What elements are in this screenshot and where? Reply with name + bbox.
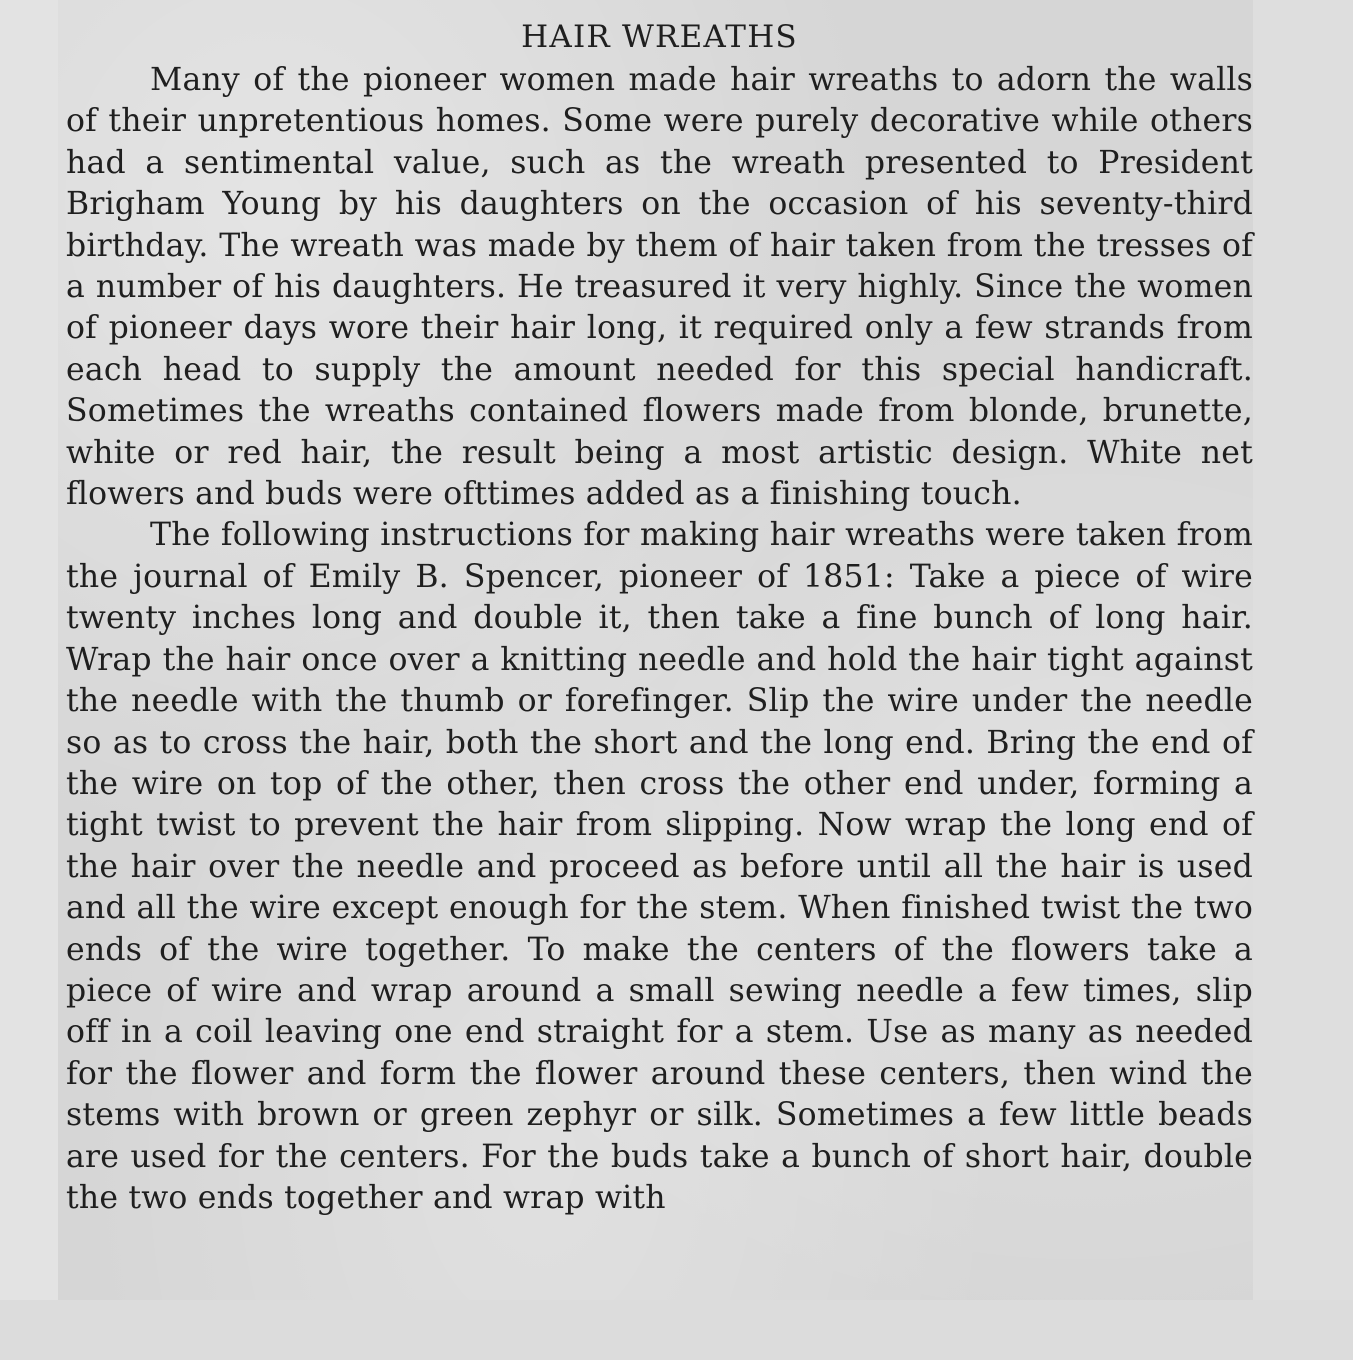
- article-paragraph-1: Many of the pioneer women made hair wreaths to adorn the walls of their unpretentious homes. Some were purely decorative while others had a sentimental value, such as the wreath presented to President Brigham Young by his daughters on the occasion of his seventy-third birthday. The wreath was made by them of hair taken from the tresses of a number of his daughters. He treasured it very highly. Since the women of pioneer days wore their hair long, it required only a few strands from each head to supply the amount needed for this special handicraft. Sometimes the wreaths contained flowers made from blonde, brunette, white or red hair, the result being a most artistic design. White net flowers and buds were ofttimes added as a finishing touch.: [66, 62, 1253, 513]
- right-page-margin: [1253, 0, 1353, 1360]
- article-text-column: [66, 14, 1253, 1219]
- bottom-page-margin: [0, 1300, 1353, 1360]
- left-page-margin: [0, 0, 58, 1360]
- article-paragraph-2: The following instructions for making hair wreaths were taken from the journal of Emily B. Spencer, pioneer of 1851: Take a piece of wire twenty inches long and double it, then take a fine bunch of long hair. Wrap the hair once over a knitting needle and hold the hair tight against the needle with the thumb or forefinger. Slip the wire under the needle so as to cross the hair, both the short and the long end. Bring the end of the wire on top of the other, then cross the other end under, forming a tight twist to prevent the hair from slipping. Now wrap the long end of the hair over the needle and proceed as before until all the hair is used and all the wire except enough for the stem. When finished twist the two ends of the wire together. To make the centers of the flowers take a piece of wire and wrap around a small sewing needle a few times, slip off in a coil leaving one end straight for a stem. Use as many as needed for the flower and form the flower around these centers, then wind the stems with brown or green zephyr or silk. Sometimes a few little beads are used for the centers. For the buds take a bunch of short hair, double the two ends together and wrap with: [66, 517, 1253, 1216]
- article-title: HAIR WREATHS: [521, 19, 798, 55]
